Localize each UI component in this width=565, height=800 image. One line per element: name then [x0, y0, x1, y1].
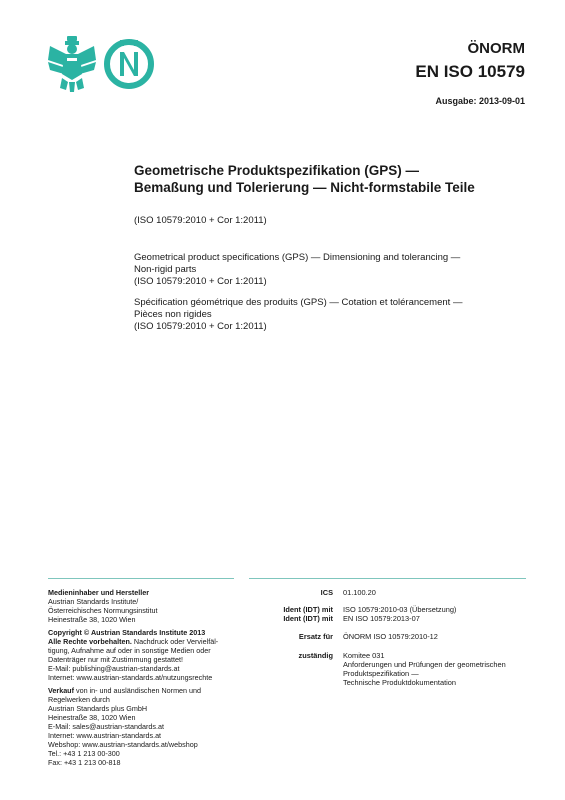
ersatz-label: Ersatz für [298, 632, 333, 641]
publisher-line-3: Heinestraße 38, 1020 Wien [48, 615, 136, 624]
zustaendig-line-3: Produktspezifikation — [343, 669, 419, 678]
ident-2-label: Ident (IDT) mit [283, 614, 333, 623]
sales-tel: Tel.: +43 1 213 00-300 [48, 749, 120, 758]
copyright-rights-line [48, 637, 248, 646]
ident-1-value: ISO 10579:2010-03 (Übersetzung) [343, 605, 457, 614]
sales-fax: Fax: +43 1 213 00-818 [48, 758, 121, 767]
ics-value: 01.100.20 [343, 588, 376, 597]
publisher-heading: Medieninhaber und Hersteller [48, 588, 150, 597]
ident-1-label: Ident (IDT) mit [283, 605, 333, 614]
iso-reference: (ISO 10579:2010 + Cor 1:2011) [134, 215, 267, 226]
publisher-line-2: Österreichisches Normungsinstitut [48, 606, 158, 615]
copyright-internet: Internet: www.austrian-standards.at/nutzungsrechte [48, 673, 213, 682]
copyright-block [48, 628, 248, 682]
zustaendig-line-1: Komitee 031 [343, 651, 385, 660]
copyright-rights-rest: Nachdruck oder Vervielfäl- [131, 637, 219, 646]
issue-date: Ausgabe: 2013-09-01 [435, 96, 525, 106]
copyright-email: E-Mail: publishing@austrian-standards.at [48, 664, 180, 673]
sales-bold: Verkauf [48, 686, 74, 695]
zustaendig-line-2: Anforderungen und Prüfungen der geometrischen [343, 660, 506, 669]
ics-label: ICS [320, 588, 333, 597]
sales-line-1 [48, 686, 248, 695]
copyright-line-2: tigung, Aufnahme auf oder in sonstige Medien oder [48, 646, 211, 655]
zustaendig-line-4: Technische Produktdokumentation [343, 678, 456, 687]
austrian-eagle-logo-icon [46, 36, 98, 92]
standard-org: ÖNORM [467, 40, 525, 57]
english-title [134, 252, 534, 288]
english-title-line-3: (ISO 10579:2010 + Cor 1:2011) [134, 276, 267, 287]
sales-line-4: Heinestraße 38, 1020 Wien [48, 713, 136, 722]
english-title-line-1: Geometrical product specifications (GPS) — Dimensioning and tolerancing — [134, 252, 461, 263]
sales-email: E-Mail: sales@austrian-standards.at [48, 722, 164, 731]
publisher-block [48, 588, 248, 624]
sales-internet: Internet: www.austrian-standards.at [48, 731, 162, 740]
french-title-line-1: Spécification géométrique des produits (GPS) — Cotation et tolérancement — [134, 297, 463, 308]
french-title [134, 297, 534, 333]
sales-rest: von in- und ausländischen Normen und [73, 686, 202, 695]
french-title-line-2: Pièces non rigides [134, 309, 212, 320]
english-title-line-2: Non-rigid parts [134, 264, 197, 275]
sales-block [48, 686, 248, 767]
french-title-line-3: (ISO 10579:2010 + Cor 1:2011) [134, 321, 267, 332]
title-line-1: Geometrische Produktspezifikation (GPS) — [134, 163, 420, 178]
title-line-2: Bemaßung und Tolerierung — Nicht-formstabile Teile [134, 180, 475, 195]
divider-left [48, 578, 234, 579]
copyright-rights-bold: Alle Rechte vorbehalten. [48, 637, 132, 646]
divider-right [249, 578, 526, 579]
zustaendig-label: zuständig [298, 651, 333, 660]
copyright-heading: Copyright © Austrian Standards Institute 2013 [48, 628, 206, 637]
document-title [134, 162, 534, 196]
on-logo-icon [103, 38, 155, 90]
zustaendig-value [343, 651, 533, 687]
ident-2-value: EN ISO 10579:2013-07 [343, 614, 420, 623]
ersatz-value: ÖNORM ISO 10579:2010-12 [343, 632, 438, 641]
copyright-line-3: Datenträger nur mit Zustimmung gestattet! [48, 655, 184, 664]
publisher-line-1: Austrian Standards Institute/ [48, 597, 139, 606]
sales-webshop: Webshop: www.austrian-standards.at/webshop [48, 740, 198, 749]
standard-number: EN ISO 10579 [415, 62, 525, 81]
sales-line-3: Austrian Standards plus GmbH [48, 704, 148, 713]
sales-line-2: Regelwerken durch [48, 695, 110, 704]
